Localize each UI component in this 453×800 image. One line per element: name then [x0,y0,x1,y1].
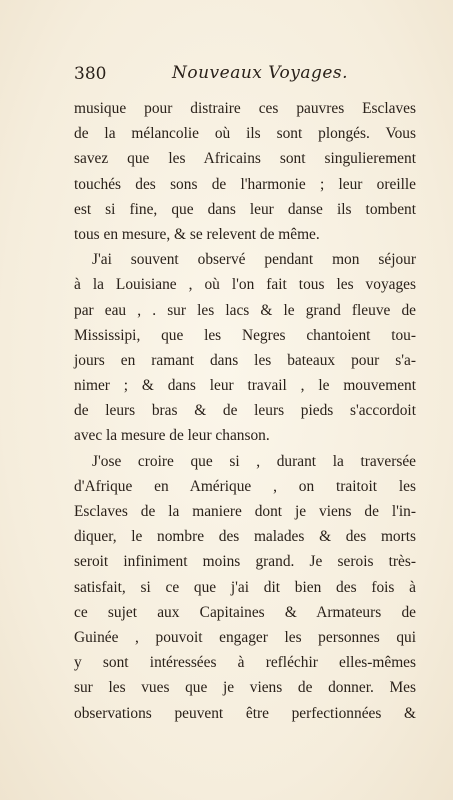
body-text [74,96,416,726]
text-line: nimer ; & dans leur travail , le mouvement [74,377,416,395]
text-line: tous en mesure, & se relevent de même. [74,225,320,243]
text-line: satisfait, si ce que j'ai dit bien des fois à [74,578,416,596]
text-line: sur les vues que je viens de donner. Mes [74,679,416,697]
text-line: musique pour distraire ces pauvres Esclaves [74,100,416,117]
text-line: diquer, le nombre des malades & des morts [74,528,416,546]
text-line: seroit infiniment moins grand. Je serois très- [74,553,416,571]
text-line: d'Afrique en Amérique , on traitoit les [74,477,416,495]
text-line: J'ai souvent observé pendant mon séjour [92,251,416,269]
text-line: J'ose croire que si , durant la traversée [92,452,416,470]
text-line: ce sujet aux Capitaines & Armateurs de [74,603,416,621]
page-header [74,62,364,88]
text-line: de la mélancolie où ils sont plongés. Vous [74,125,416,143]
text-line: Mississipi, que les Negres chantoient tou- [74,326,416,344]
text-line: est si fine, que dans leur danse ils tombent [74,200,416,218]
text-line: jours en ramant dans les bateaux pour s'a- [74,351,416,369]
running-title: Nouveaux Voyages. [172,63,349,83]
text-line: touchés des sons de l'harmonie ; leur oreille [74,175,416,193]
text-line: avec la mesure de leur chanson. [74,427,270,445]
text-line: de leurs bras & de leurs pieds s'accordoit [74,402,416,420]
page-number: 380 [74,64,107,84]
text-line: y sont intéressées à refléchir elles-mêmes [74,654,416,672]
text-line: Guinée , pouvoit engager les personnes qui [74,628,416,646]
text-line: observations peuvent être perfectionnées & [74,704,416,722]
text-line: Esclaves de la maniere dont je viens de l'in- [74,503,416,520]
text-line: par eau , . sur les lacs & le grand fleuve de [74,301,416,319]
text-line: à la Louisiane , où l'on fait tous les voyages [74,276,416,294]
text-line: savez que les Africains sont singulierement [74,150,416,168]
